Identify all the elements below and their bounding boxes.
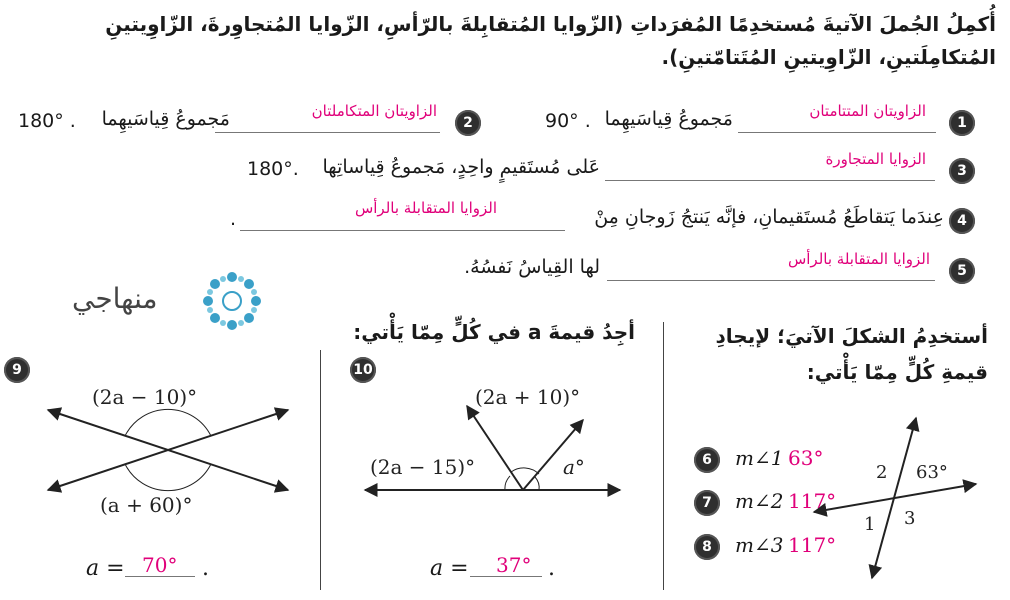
item-3-blank[interactable] xyxy=(605,180,935,181)
item-5-prefix: لها القِياسُ نَفسُهُ. xyxy=(464,256,600,278)
section-right-title: أستخدِمُ الشكلَ الآتيَ؛ لإيجادِ قيمةِ كُلٍّ مِمّا يَأْتي: xyxy=(715,324,988,384)
angle-label-2: 2 xyxy=(876,462,888,483)
item-4-blank[interactable] xyxy=(240,230,565,231)
item-5-blank[interactable] xyxy=(607,280,935,281)
item-7-badge: 7 xyxy=(694,490,720,516)
label-2a-minus-15: (2a − 15)° xyxy=(370,455,476,479)
item-3-prefix: عَلى مُستَقيمٍ واحِدٍ، مَجموعُ قِياساتِها xyxy=(322,156,600,178)
problem-10-end: . xyxy=(548,556,555,581)
item-3-badge: 3 xyxy=(949,158,975,184)
item-8-expr: m∠3 xyxy=(735,533,784,557)
item-8-answer: 117° xyxy=(788,533,837,557)
problem-9-badge: 9 xyxy=(4,357,30,383)
logo-text: منهاجي xyxy=(72,282,158,315)
item-4-prefix: عِندَما يَتقاطَعُ مُستَقيمانِ، فإنَّه يَنتجُ زَوجانِ مِنْ xyxy=(594,206,944,228)
item-1-tail: 90° . xyxy=(545,110,591,132)
item-3-answer: الزوايا المتجاورة xyxy=(825,150,926,168)
problem-9-a-eq: a = xyxy=(86,556,125,581)
label-a-plus-60: (a + 60)° xyxy=(100,493,193,517)
item-1-answer: الزاويتان المتتامتان xyxy=(809,102,926,120)
item-5-answer: الزوايا المتقابلة بالرأس xyxy=(787,250,930,268)
item-8-badge: 8 xyxy=(694,534,720,560)
logo xyxy=(72,268,272,334)
angle-label-3: 3 xyxy=(904,508,916,529)
item-1-prefix: مَجموعُ قِياسَيهِما xyxy=(604,108,733,130)
logo-mark-icon xyxy=(192,268,272,334)
item-6-badge: 6 xyxy=(694,447,720,473)
item-1-blank[interactable] xyxy=(738,132,936,133)
problem-10-answer: 37° xyxy=(496,553,532,577)
problem-9-answer: 70° xyxy=(142,553,178,577)
item-4-answer: الزوايا المتقابلة بالرأس xyxy=(354,199,497,217)
item-5-badge: 5 xyxy=(949,258,975,284)
item-2-blank[interactable] xyxy=(215,132,440,133)
label-2a-plus-10: (2a + 10)° xyxy=(475,385,581,409)
item-7-answer: 117° xyxy=(788,489,837,513)
item-2-badge: 2 xyxy=(455,110,481,136)
problem-10-badge: 10 xyxy=(350,357,376,383)
angle-label-1: 1 xyxy=(864,514,876,535)
section-mid-title: أجِدُ قيمةَ a في كُلٍّ مِمّا يَأْتي: xyxy=(353,320,635,344)
divider-right xyxy=(663,322,664,590)
item-2-answer: الزاويتان المتكاملتان xyxy=(311,102,437,120)
item-1-badge: 1 xyxy=(949,110,975,136)
divider-left xyxy=(320,350,321,590)
item-3-tail: 180°. xyxy=(247,158,299,180)
label-a: a° xyxy=(563,455,585,479)
item-6-expr: m∠1 xyxy=(735,446,784,470)
item-7-expr: m∠2 xyxy=(735,489,784,513)
item-4-tail: . xyxy=(230,208,237,230)
item-4-badge: 4 xyxy=(949,208,975,234)
item-2-prefix: مَجموعُ قِياسَيهِما xyxy=(101,108,230,130)
item-6-answer: 63° xyxy=(788,446,824,470)
item-2-tail: 180° . xyxy=(18,110,76,132)
adjacent-angles-figure xyxy=(345,370,635,510)
label-2a-minus-10: (2a − 10)° xyxy=(92,385,198,409)
crossing-line xyxy=(814,484,976,512)
problem-9-end: . xyxy=(202,556,209,581)
problem-10-a-eq: a = xyxy=(430,556,469,581)
instructions: أُكمِلُ الجُملَ الآتيةَ مُستخدِمًا المُفرَداتِ (الزّوايا المُتقابِلةَ بالرّأسِ، الزّوايا المُتجاوِرةَ، الزّاوِيتينِ المُتكامِلَتينِ، الزّاوِيتينِ المُتَتامّتينِ). xyxy=(105,12,996,69)
vertical-angles-figure xyxy=(40,380,300,520)
angle-label-63: 63° xyxy=(916,462,948,483)
